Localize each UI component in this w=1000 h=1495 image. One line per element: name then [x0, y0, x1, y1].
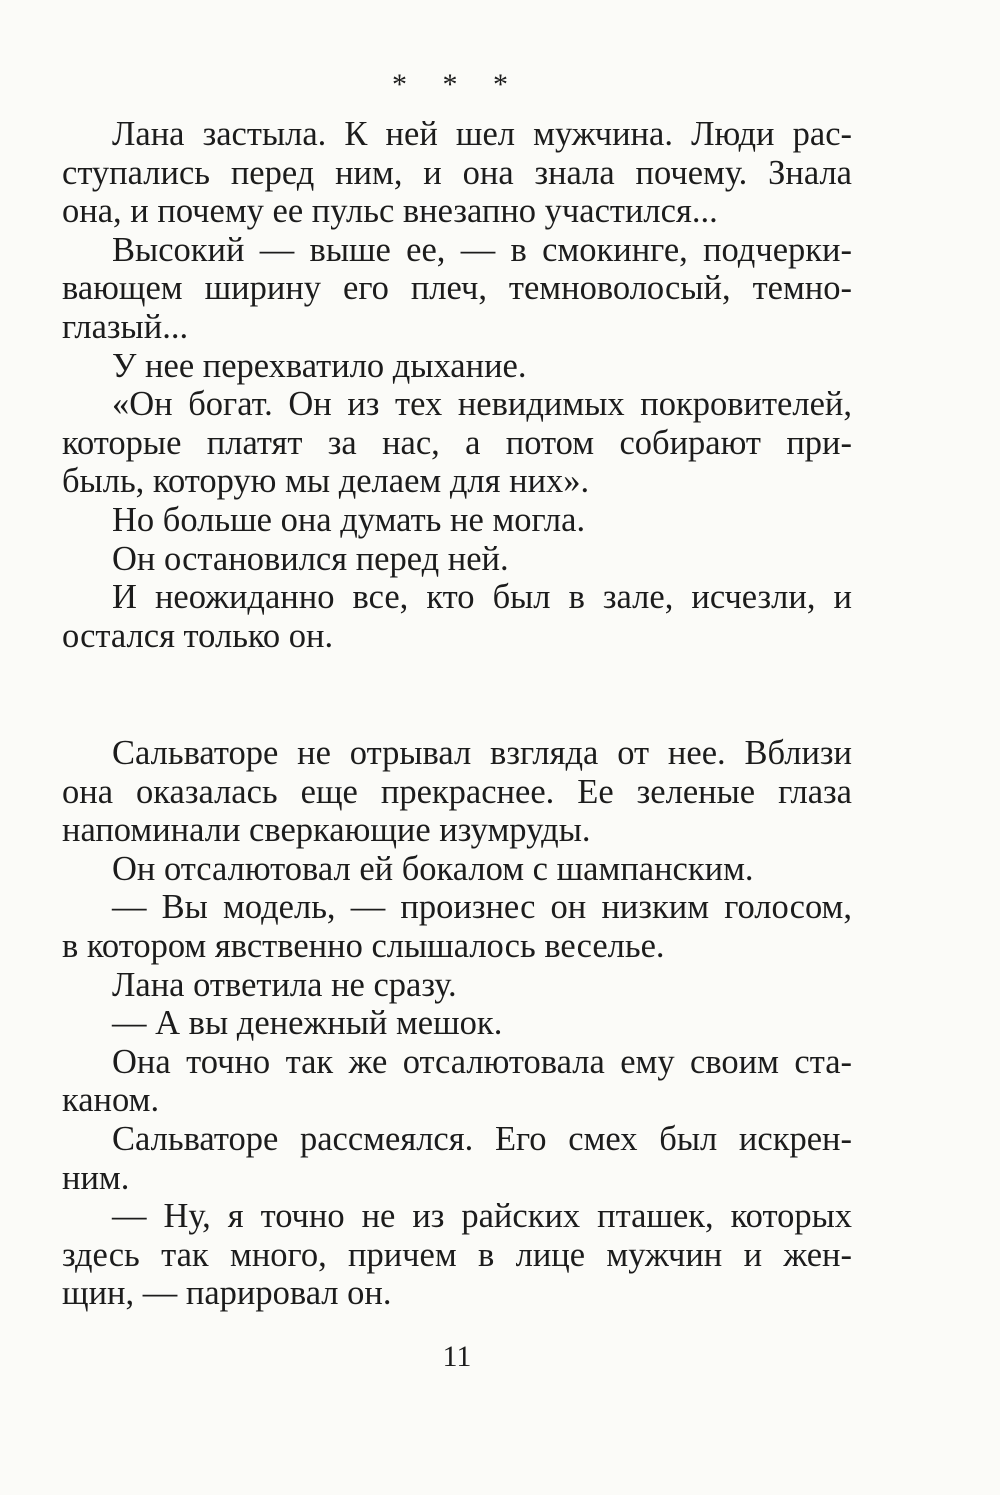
- text-line: Сальваторе не отрывал взгляда от нее. Вблизи: [112, 734, 852, 772]
- text-line: Она точно так же отсалютовала ему своим ста-: [112, 1042, 852, 1081]
- paragraph: [62, 347, 852, 386]
- text-line: вающем ширину его плеч, темноволосый, темно-: [62, 269, 852, 308]
- text-line: У нее перехватило дыхание.: [112, 346, 527, 385]
- text-line: которые платят за нас, а потом собирают при-: [62, 423, 852, 462]
- paragraph: [62, 966, 852, 1005]
- text-line: Сальваторе рассмеялся. Его смех был искрен-: [112, 1119, 852, 1158]
- text-line: она, и почему ее пульс внезапно участился...: [62, 192, 718, 231]
- paragraph: [62, 1120, 852, 1197]
- text-line: глазый...: [62, 307, 189, 346]
- text-line: здесь так много, причем в лице мужчин и жен-: [62, 1235, 852, 1274]
- paragraph: [62, 734, 852, 850]
- paragraph: [62, 540, 852, 579]
- paragraph: [62, 115, 852, 231]
- paragraph: [62, 578, 852, 655]
- paragraph: [62, 888, 852, 965]
- text-line: Высокий — выше ее, — в смокинге, подчерки-: [112, 230, 852, 269]
- text-line: — А вы денежный мешок.: [112, 1004, 503, 1043]
- text-line: ним.: [62, 1158, 130, 1197]
- text-section-2: [62, 734, 852, 1313]
- paragraph: [62, 1004, 852, 1043]
- text-line: напоминали сверкающие изумруды.: [62, 811, 591, 850]
- text-line: Он отсалютовал ей бокалом с шампанским.: [112, 849, 754, 888]
- text-line: остался только он.: [62, 616, 334, 655]
- text-line: — Вы модель, — произнес он низким голосом,: [112, 888, 852, 927]
- text-line: И неожиданно все, кто был в зале, исчезли, и: [112, 578, 852, 617]
- text-line: щин, — парировал он.: [62, 1274, 392, 1313]
- text-section-1: [62, 115, 852, 655]
- text-line: — Ну, я точно не из райских пташек, которых: [112, 1197, 852, 1236]
- text-line: Лана застыла. К ней шел мужчина. Люди рас-: [112, 115, 852, 153]
- paragraph: [62, 385, 852, 501]
- text-line: «Он богат. Он из тех невидимых покровителей,: [112, 385, 852, 424]
- text-line: ступались перед ним, и она знала почему. Знала: [62, 153, 852, 192]
- paragraph: [62, 231, 852, 347]
- text-line: быль, которую мы делаем для них».: [62, 462, 590, 501]
- text-line: каном.: [62, 1081, 160, 1120]
- text-line: Но больше она думать не могла.: [112, 500, 586, 539]
- text-line: в котором явственно слышалось веселье.: [62, 926, 665, 965]
- text-line: она оказалась еще прекраснее. Ее зеленые глаза: [62, 772, 852, 811]
- paragraph: [62, 1043, 852, 1120]
- paragraph: [62, 850, 852, 889]
- paragraph: [62, 1197, 852, 1313]
- page-number: 11: [442, 1340, 472, 1373]
- paragraph: [62, 501, 852, 540]
- scene-separator: * * *: [392, 68, 522, 101]
- text-line: Он остановился перед ней.: [112, 539, 509, 578]
- text-line: Лана ответила не сразу.: [112, 965, 457, 1004]
- book-page: [62, 0, 852, 1495]
